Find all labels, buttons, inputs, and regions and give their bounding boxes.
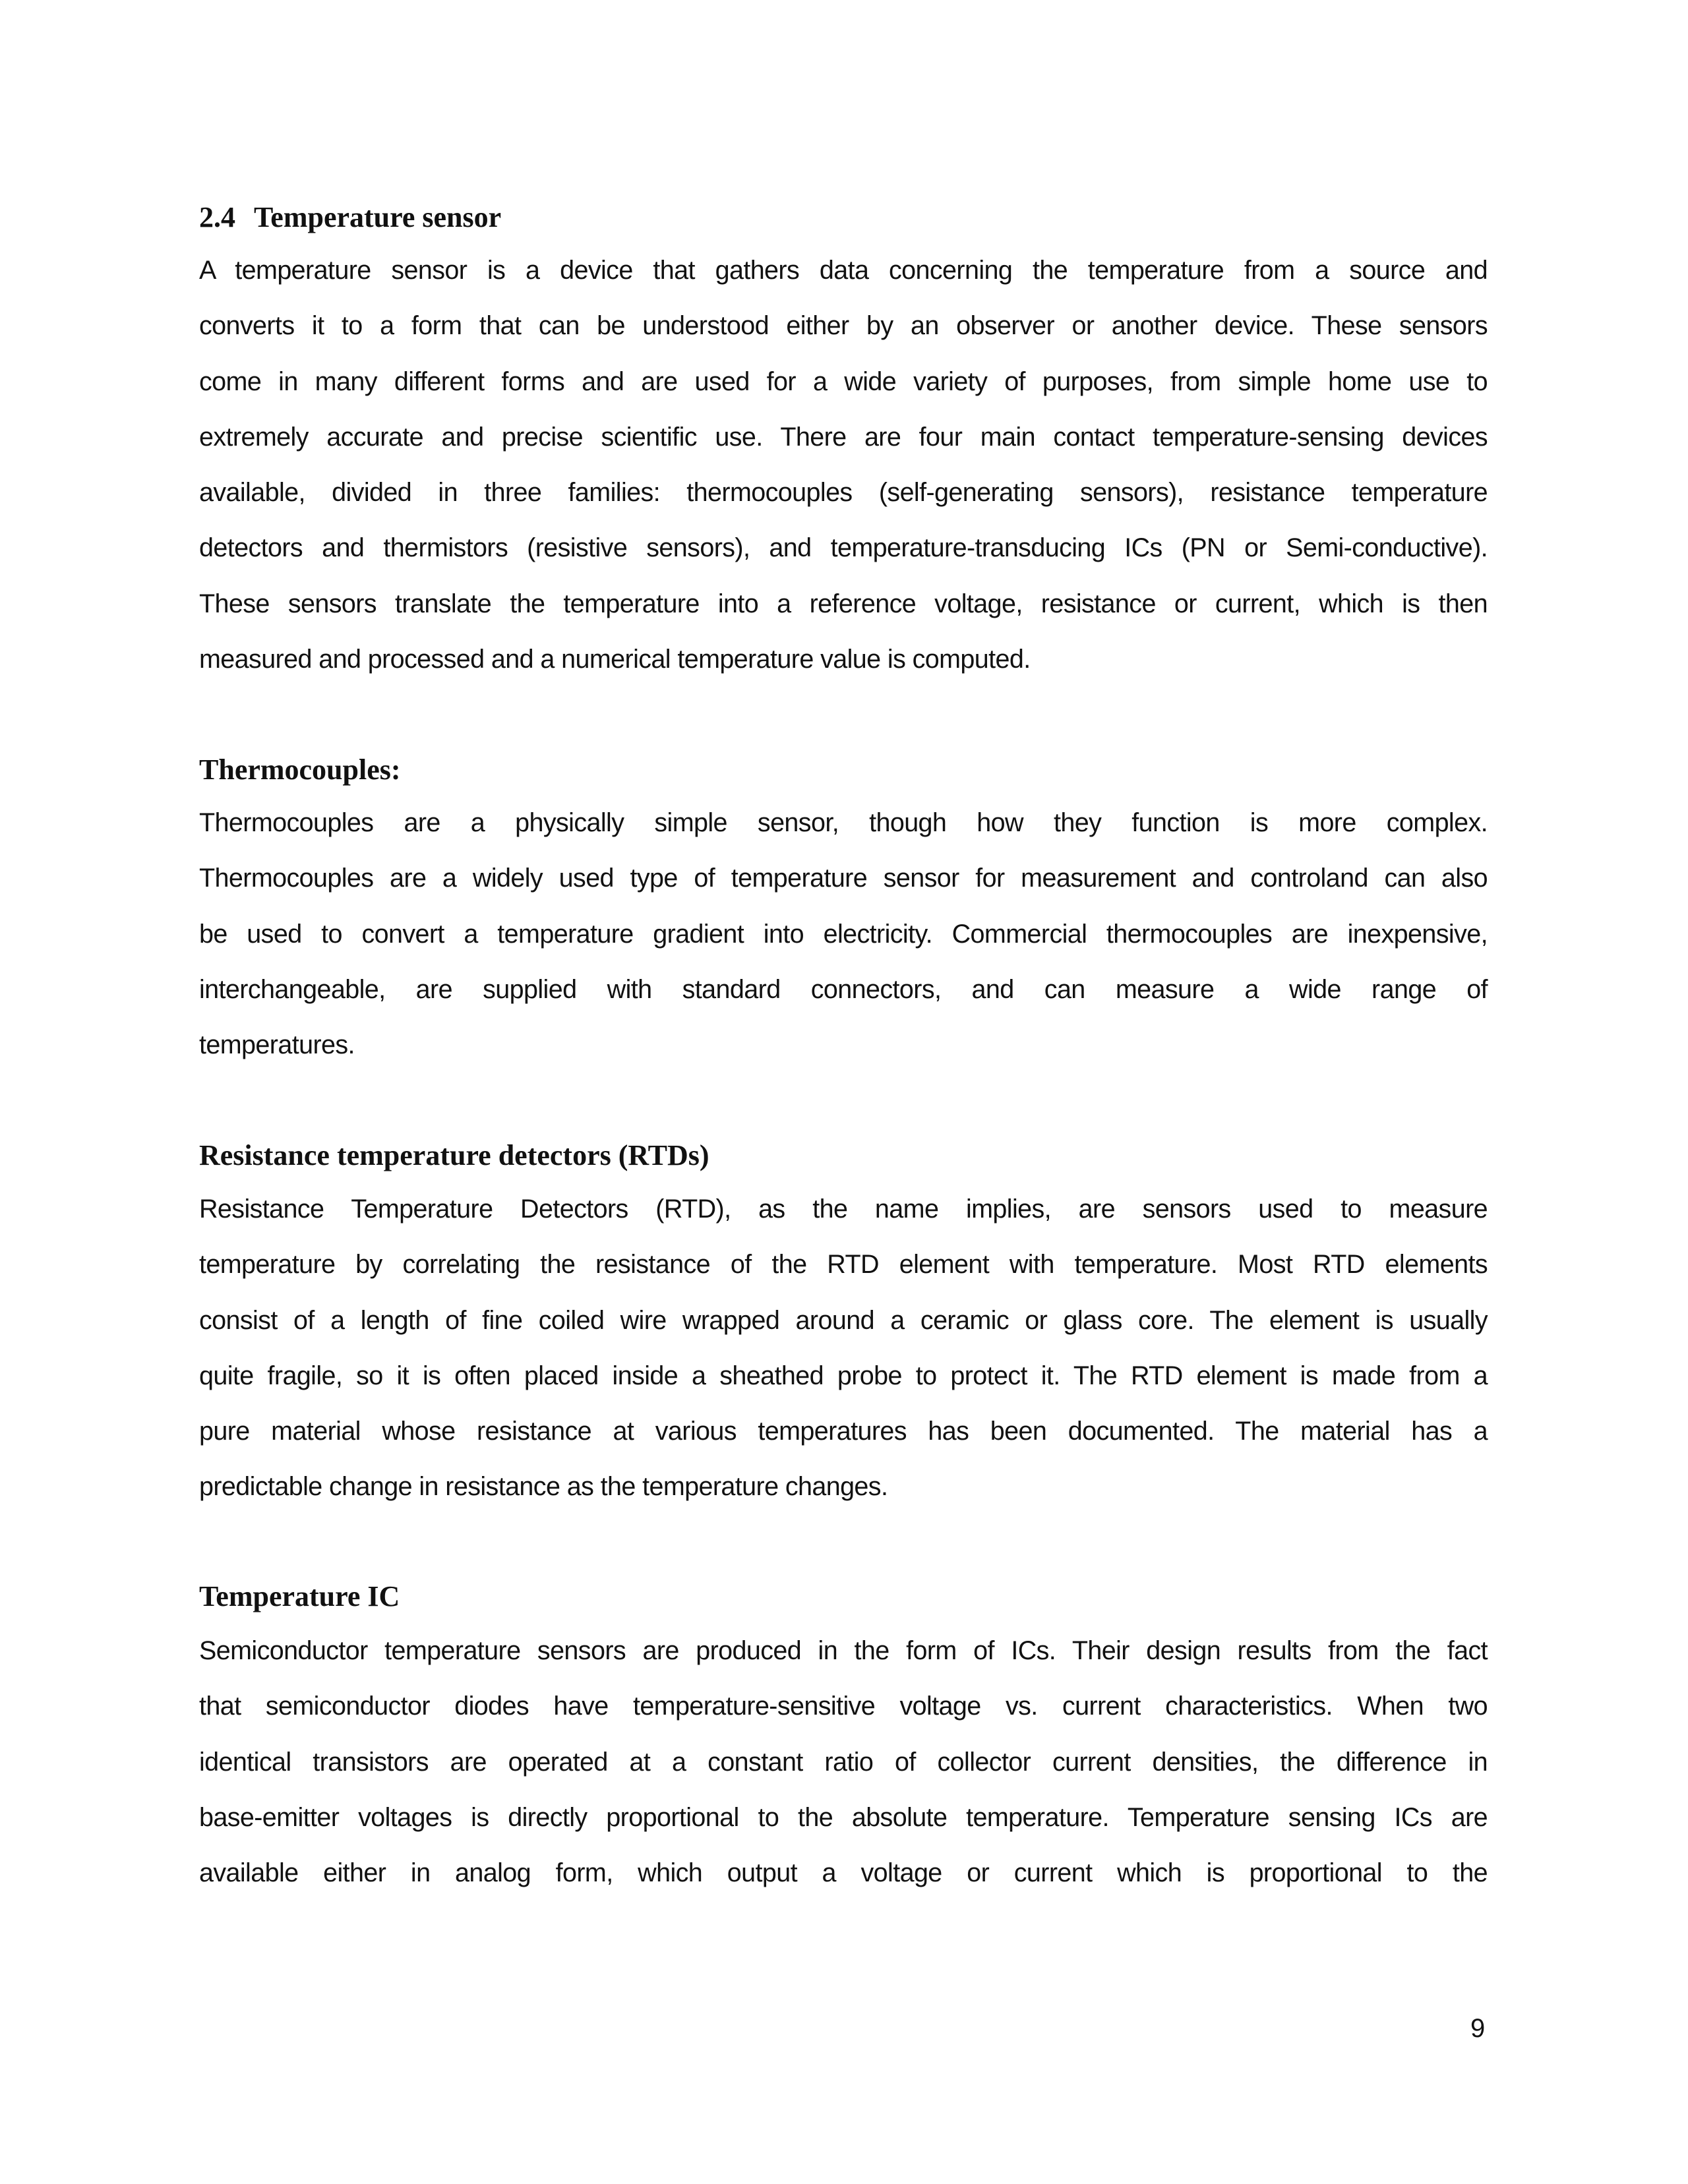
paragraph-line: detectors and thermistors (resistive sensors), and temperature-transducing ICs (PN or Semi-conductive). (199, 533, 1488, 563)
paragraph-line: interchangeable, are supplied with standard connectors, and can measure a wide range of (199, 974, 1488, 1004)
paragraph-line: extremely accurate and precise scientific use. There are four main contact temperature-sensing devices (199, 422, 1488, 452)
section-title: Temperature sensor (254, 201, 502, 233)
paragraph-line: that semiconductor diodes have temperature-sensitive voltage vs. current characteristics. When two (199, 1692, 1488, 1721)
paragraph-line: Thermocouples are a widely used type of temperature sensor for measurement and controland can also (199, 864, 1488, 893)
paragraph-line: identical transistors are operated at a constant ratio of collector current densities, the difference in (199, 1747, 1488, 1777)
paragraph-line: measured and processed and a numerical temperature value is computed. (199, 645, 1031, 674)
paragraph-line: Resistance Temperature Detectors (RTD), as the name implies, are sensors used to measure (199, 1195, 1488, 1224)
paragraph-line: be used to convert a temperature gradient into electricity. Commercial thermocouples are inexpensive, (199, 919, 1488, 949)
section-heading (199, 200, 501, 235)
paragraph-line: quite fragile, so it is often placed inside a sheathed probe to protect it. The RTD element is made from a (199, 1361, 1488, 1390)
subsection-heading-rtds: Resistance temperature detectors (RTDs) (199, 1139, 709, 1171)
temperature-ic-paragraph (199, 1623, 1488, 1901)
section-intro-paragraph (199, 243, 1488, 687)
subsection-heading-temperature-ic: Temperature IC (199, 1580, 400, 1612)
paragraph-line: Semiconductor temperature sensors are produced in the form of ICs. Their design results from the fact (199, 1636, 1488, 1665)
paragraph-line: A temperature sensor is a device that gathers data concerning the temperature from a source and (199, 256, 1488, 285)
paragraph-line: converts it to a form that can be understood either by an observer or another device. These sensors (199, 311, 1488, 341)
thermocouples-paragraph (199, 795, 1488, 1073)
paragraph-line: available, divided in three families: thermocouples (self-generating sensors), resistance temperature (199, 478, 1488, 508)
paragraph-line: consist of a length of fine coiled wire wrapped around a ceramic or glass core. The element is usually (199, 1305, 1488, 1335)
subsection-heading-thermocouples: Thermocouples: (199, 753, 401, 786)
paragraph-line: temperature by correlating the resistance of the RTD element with temperature. Most RTD elements (199, 1250, 1488, 1280)
rtds-paragraph (199, 1181, 1488, 1515)
paragraph-line: Thermocouples are a physically simple sensor, though how they function is more complex. (199, 808, 1488, 837)
paragraph-line: temperatures. (199, 1030, 355, 1060)
paragraph-line: These sensors translate the temperature into a reference voltage, resistance or current, which is then (199, 589, 1488, 618)
paragraph-line: available either in analog form, which output a voltage or current which is proportional to the (199, 1858, 1488, 1888)
paragraph-line: come in many different forms and are used for a wide variety of purposes, from simple home use to (199, 367, 1488, 396)
paragraph-line: base-emitter voltages is directly proportional to the absolute temperature. Temperature sensing ICs are (199, 1802, 1488, 1832)
page-number: 9 (1470, 2014, 1486, 2043)
paragraph-line: pure material whose resistance at various temperatures has been documented. The material has a (199, 1417, 1488, 1446)
section-number: 2.4 (199, 201, 235, 233)
paragraph-line: predictable change in resistance as the temperature changes. (199, 1472, 888, 1502)
